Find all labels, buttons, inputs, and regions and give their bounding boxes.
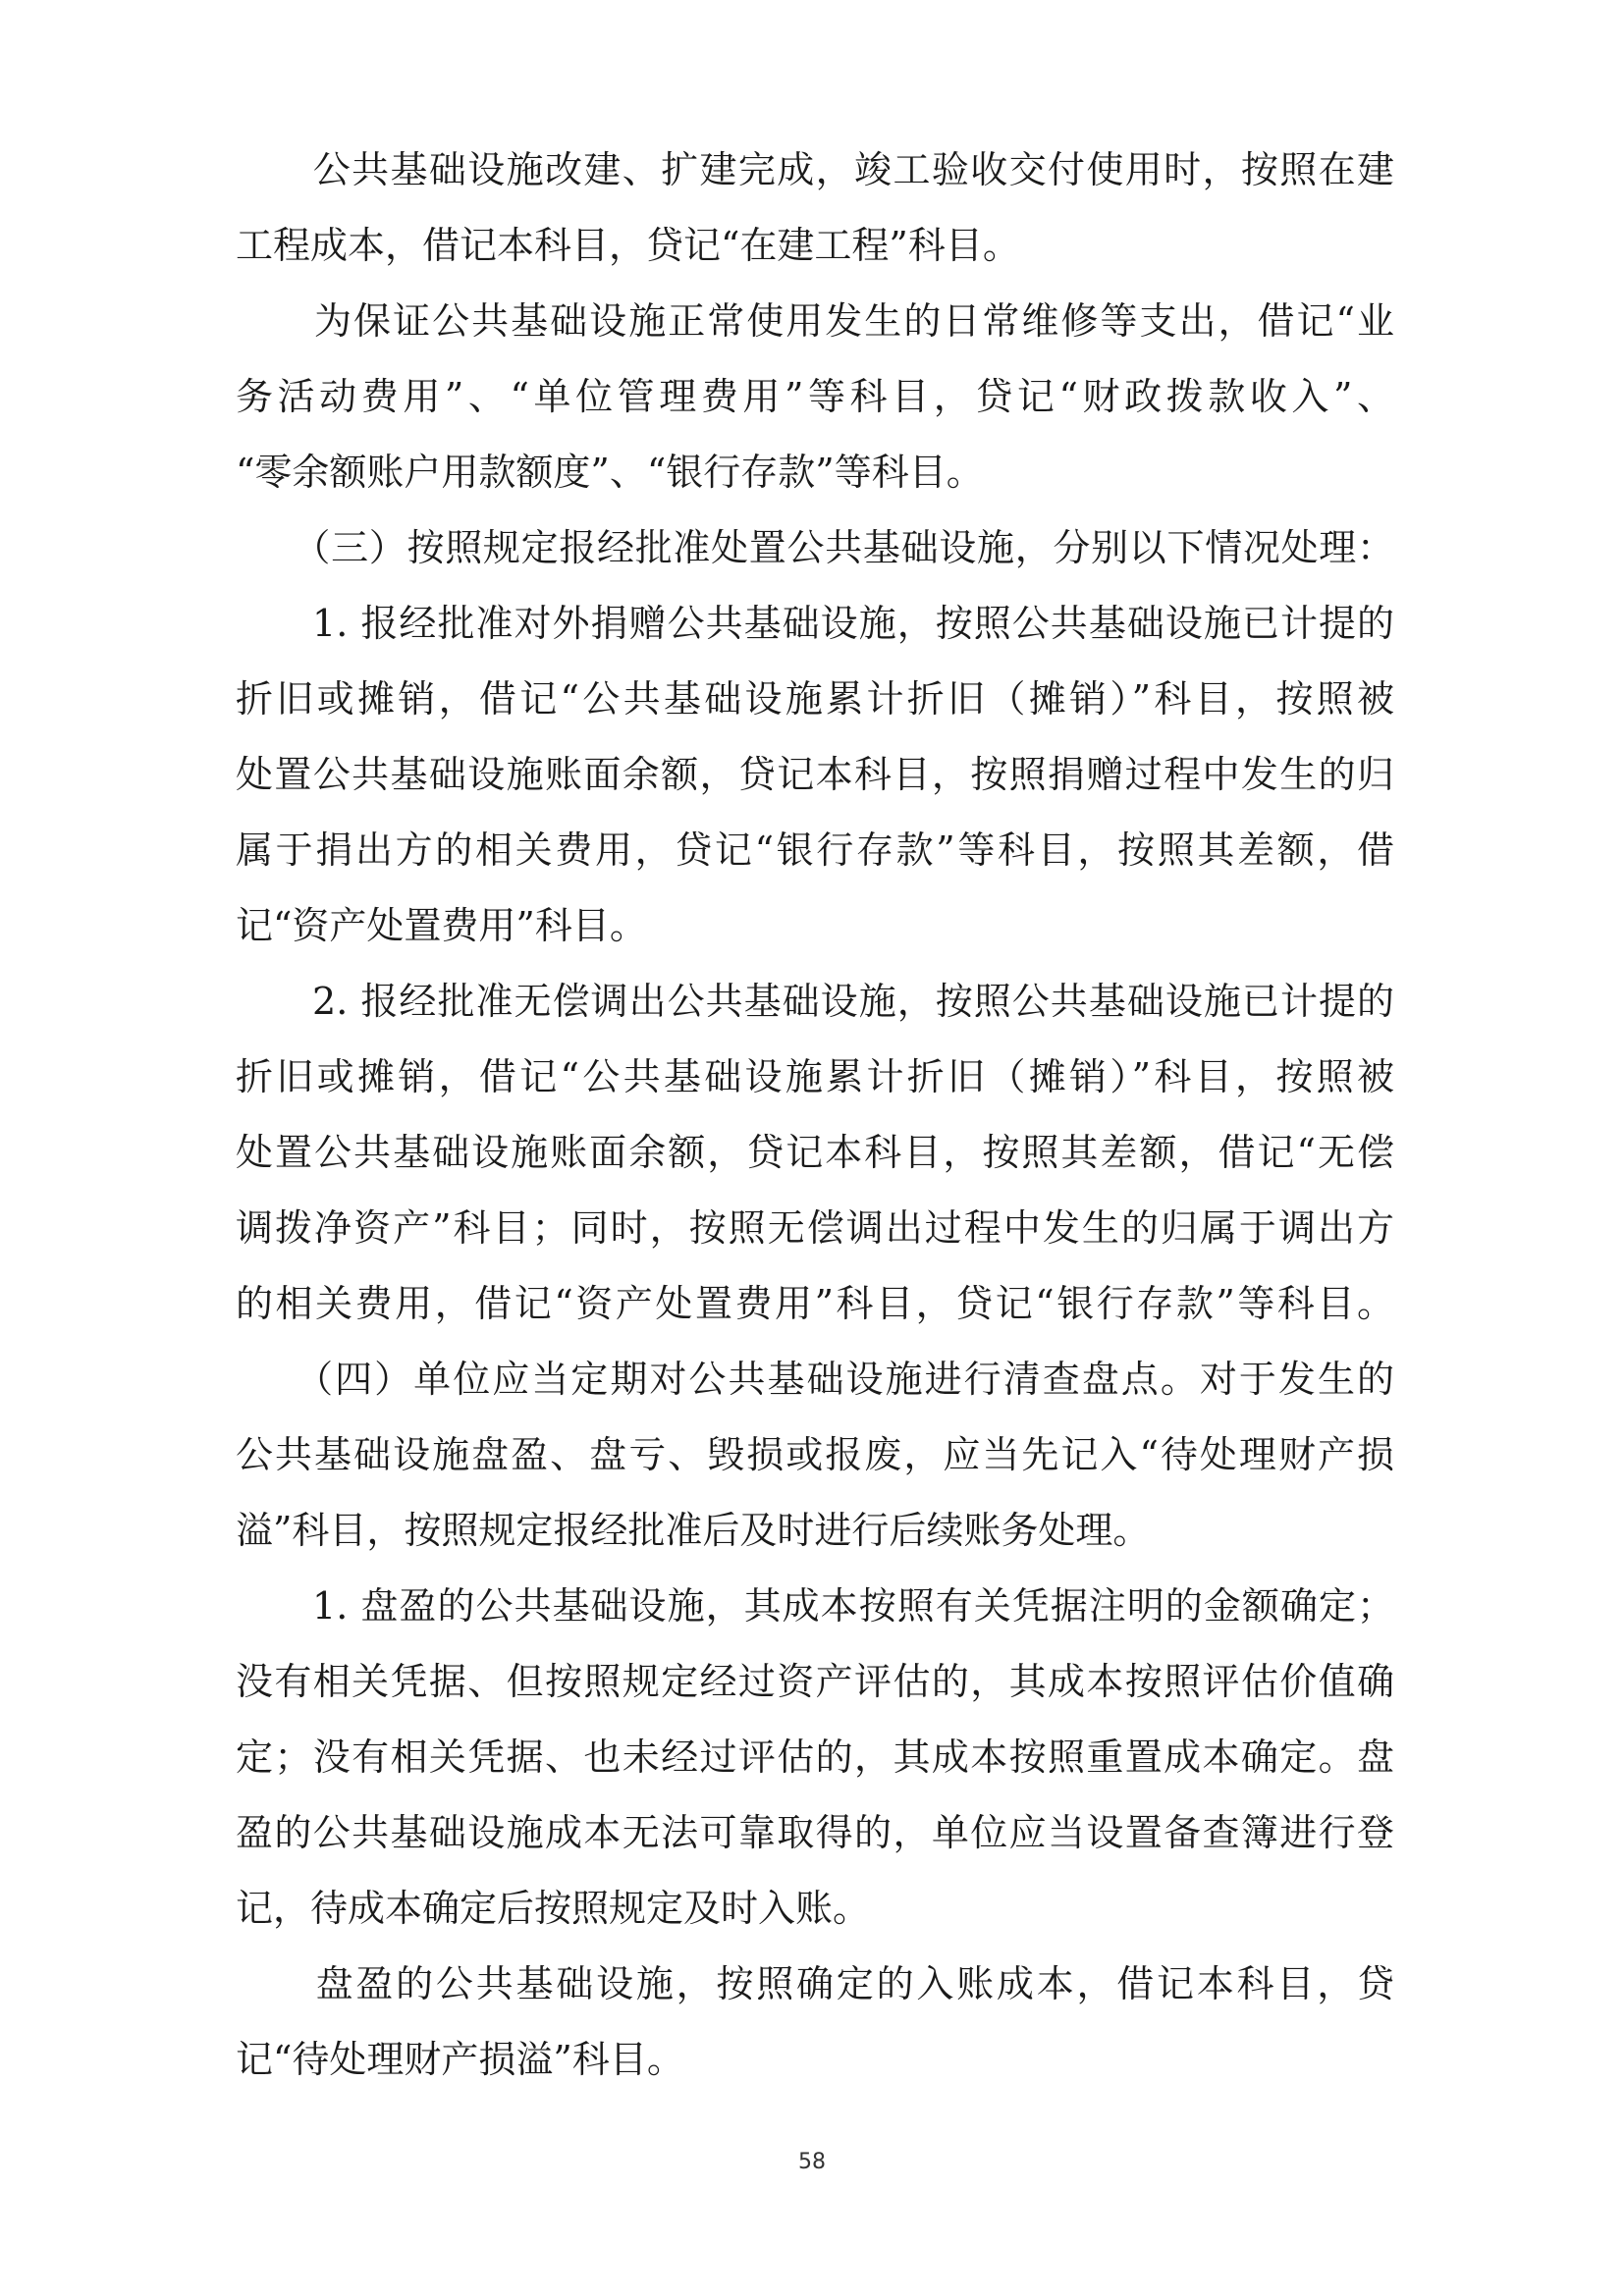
text-line: 记“待处理财产损溢”科目。 <box>236 2038 684 2081</box>
text-line: 盘盈的公共基础设施，按照确定的入账成本，借记本科目，贷 <box>236 1962 1394 2005</box>
text-line: 盈的公共基础设施成本无法可靠取得的，单位应当设置备查簿进行登 <box>236 1811 1394 1854</box>
text-line: 的相关费用，借记“资产处置费用”科目，贷记“银行存款”等科目。 <box>236 1282 1394 1325</box>
text-line: 折旧或摊销，借记“公共基础设施累计折旧（摊销）”科目，按照被 <box>236 1055 1394 1098</box>
text-line: 定；没有相关凭据、也未经过评估的，其成本按照重置成本确定。盘 <box>236 1735 1394 1779</box>
text-line: 属于捐出方的相关费用，贷记“银行存款”等科目，按照其差额，借 <box>236 828 1394 872</box>
text-line: 公共基础设施盘盈、盘亏、毁损或报废，应当先记入“待处理财产损 <box>236 1433 1394 1476</box>
text-line: 务活动费用”、“单位管理费用”等科目，贷记“财政拨款收入”、 <box>236 375 1394 418</box>
text-line: 记，待成本确定后按照规定及时入账。 <box>236 1887 871 1930</box>
text-line: 调拨净资产”科目；同时，按照无偿调出过程中发生的归属于调出方 <box>236 1206 1394 1250</box>
text-line: 折旧或摊销，借记“公共基础设施累计折旧（摊销）”科目，按照被 <box>236 677 1394 721</box>
text-line: 公共基础设施改建、扩建完成，竣工验收交付使用时，按照在建 <box>236 148 1394 191</box>
text-line: 1. 盘盈的公共基础设施，其成本按照有关凭据注明的金额确定； <box>236 1584 1394 1628</box>
text-line: “零余额账户用款额度”、“银行存款”等科目。 <box>236 451 984 494</box>
text-line: 没有相关凭据、但按照规定经过资产评估的，其成本按照评估价值确 <box>236 1660 1394 1703</box>
text-line: 处置公共基础设施账面余额，贷记本科目，按照其差额，借记“无偿 <box>236 1131 1394 1174</box>
text-line: 1. 报经批准对外捐赠公共基础设施，按照公共基础设施已计提的 <box>236 602 1394 645</box>
text-line: 处置公共基础设施账面余额，贷记本科目，按照捐赠过程中发生的归 <box>236 753 1394 796</box>
page-number: 58 <box>798 2150 826 2174</box>
text-line: 工程成本，借记本科目，贷记“在建工程”科目。 <box>236 224 1020 267</box>
text-line: （四）单位应当定期对公共基础设施进行清查盘点。对于发生的 <box>236 1358 1394 1401</box>
text-line: 为保证公共基础设施正常使用发生的日常维修等支出，借记“业 <box>236 299 1394 343</box>
text-line: 2. 报经批准无偿调出公共基础设施，按照公共基础设施已计提的 <box>236 980 1394 1023</box>
text-line: 记“资产处置费用”科目。 <box>236 904 647 947</box>
text-line: 溢”科目，按照规定报经批准后及时进行后续账务处理。 <box>236 1509 1151 1552</box>
text-line: （三）按照规定报经批准处置公共基础设施，分别以下情况处理： <box>236 526 1394 569</box>
